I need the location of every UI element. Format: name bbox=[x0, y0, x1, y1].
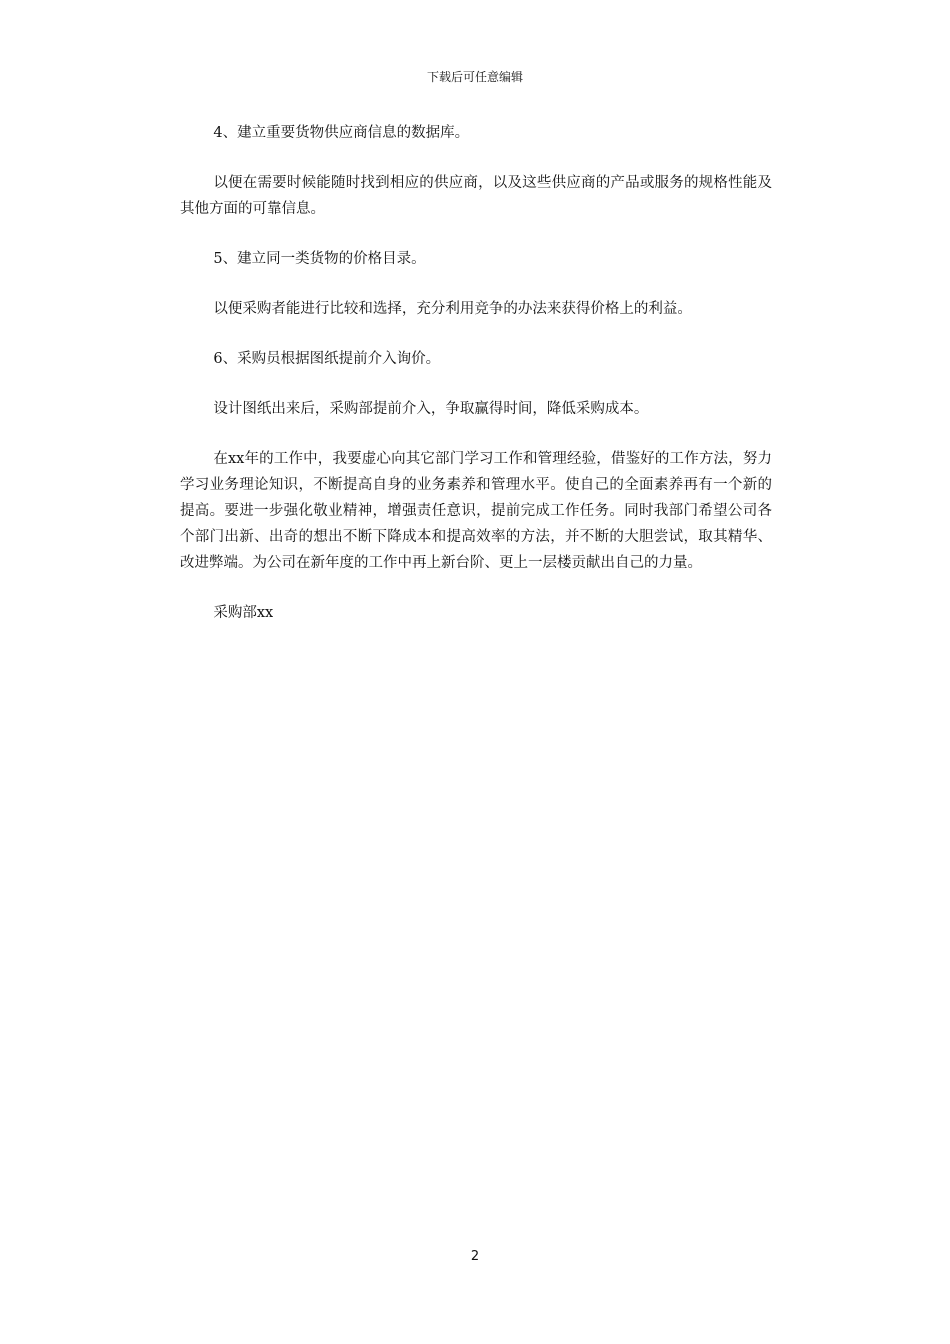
page-header: 下载后可任意编辑 bbox=[426, 70, 523, 84]
paragraph-item-5-heading: 5、建立同一类货物的价格目录。 bbox=[213, 251, 426, 267]
paragraph-work-plan: 在xx年的工作中，我要虚心向其它部门学习工作和管理经验，借鉴好的工作方法，努力学习业务理论知识，不断提高自身的业务素养和管理水平。使自己的全面素养再有一个新的提高。要进一步强化敬业精神，增强责任意识，提前完成工作任务。同时我部门希望公司各个部门出新、出奇的想出不断下降成本和提高效率的方法，并不断的大胆尝试，取其精华、改进弊端。为公司在新年度的工作中再上新台阶、更上一层楼贡献出自己的力量。 bbox=[180, 451, 772, 571]
signature-line: 采购部xx bbox=[213, 605, 274, 621]
paragraph-item-6-heading: 6、采购员根据图纸提前介入询价。 bbox=[213, 351, 441, 367]
paragraph-item-4-heading: 4、建立重要货物供应商信息的数据库。 bbox=[213, 125, 470, 141]
document-body bbox=[180, 120, 772, 650]
page-number: 2 bbox=[470, 1249, 480, 1264]
paragraph-item-5-detail: 以便采购者能进行比较和选择，充分利用竞争的办法来获得价格上的利益。 bbox=[213, 301, 692, 317]
paragraph-item-6-detail: 设计图纸出来后，采购部提前介入，争取赢得时间，降低采购成本。 bbox=[213, 401, 649, 417]
paragraph-item-4-detail: 以便在需要时候能随时找到相应的供应商，以及这些供应商的产品或服务的规格性能及其他方面的可靠信息。 bbox=[180, 175, 772, 217]
